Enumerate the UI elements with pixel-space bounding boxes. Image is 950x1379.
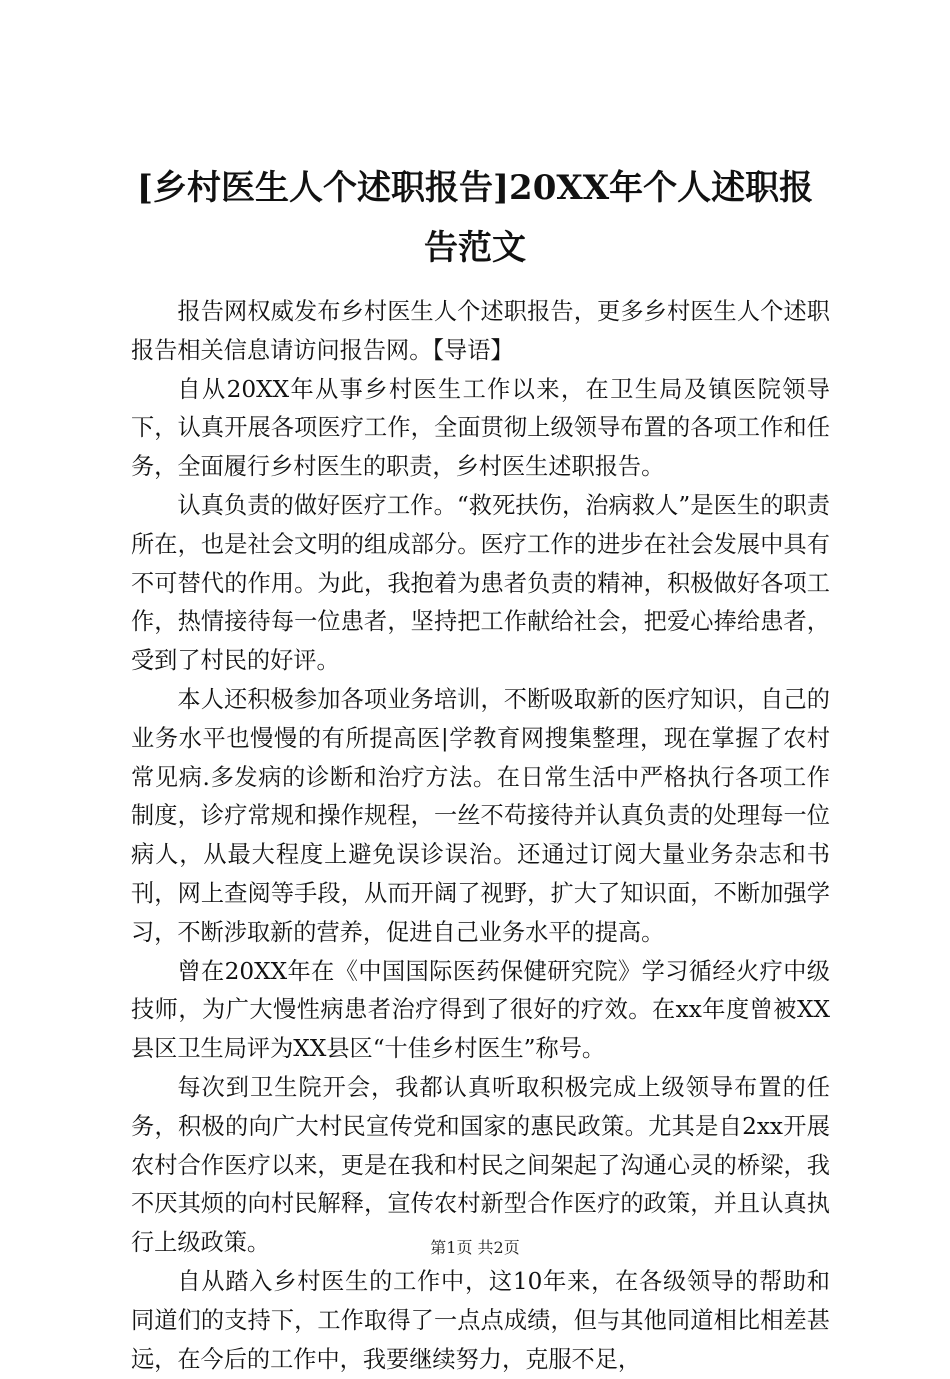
paragraph-policy: 每次到卫生院开会，我都认真听取积极完成上级领导布置的任务，积极的向广大村民宣传党和国家的惠民政策。尤其是自2xx开展农村合作医疗以来，更是在我和村民之间架起了沟通心灵的桥梁，我不厌其烦的向村民解释，宣传农村新型合作医疗的政策，并且认真执行上级政策。	[131, 1073, 830, 1257]
paragraph-summary: 自从踏入乡村医生的工作中，这10年来，在各级领导的帮助和同道们的支持下，工作取得了一点点成绩，但与其他同道相比相差甚远，在今后的工作中，我要继续努力，克服不足，	[131, 1267, 830, 1373]
page-footer: 第1页 共2页	[430, 1238, 520, 1257]
paragraph-training: 本人还积极参加各项业务培训，不断吸取新的医疗知识，自己的业务水平也慢慢的有所提高医|学教育网搜集整理，现在掌握了农村常见病.多发病的诊断和治疗方法。在日常生活中严格执行各项工作制度，诊疗常规和操作规程，一丝不苟接待并认真负责的处理每一位病人，从最大程度上避免误诊误治。还通过订阅大量业务杂志和书刊，网上查阅等手段，从而开阔了视野，扩大了知识面，不断加强学习，不断涉取新的营养，促进自己业务水平的提高。	[131, 685, 830, 946]
paragraph-honors: 曾在20XX年在《中国国际医药保健研究院》学习循经火疗中级技师，为广大慢性病患者治疗得到了很好的疗效。在xx年度曾被XX县区卫生局评为XX县区“十佳乡村医生”称号。	[131, 957, 830, 1063]
document-title: [乡村医生人个述职报告]20XX年个人述职报告范文	[136, 168, 814, 268]
paragraph-intro: 报告网权威发布乡村医生人个述职报告，更多乡村医生人个述职报告相关信息请访问报告网。【导语】	[131, 298, 830, 364]
document-body	[131, 293, 830, 1379]
paragraph-work-start: 自从20XX年从事乡村医生工作以来，在卫生局及镇医院领导下，认真开展各项医疗工作，全面贯彻上级领导布置的各项工作和任务，全面履行乡村医生的职责，乡村医生述职报告。	[131, 375, 830, 481]
paragraph-medical-work: 认真负责的做好医疗工作。“救死扶伤，治病救人”是医生的职责所在，也是社会文明的组成部分。医疗工作的进步在社会发展中具有不可替代的作用。为此，我抱着为患者负责的精神，积极做好各项工作，热情接待每一位患者，坚持把工作献给社会，把爱心捧给患者，受到了村民的好评。	[131, 491, 830, 675]
